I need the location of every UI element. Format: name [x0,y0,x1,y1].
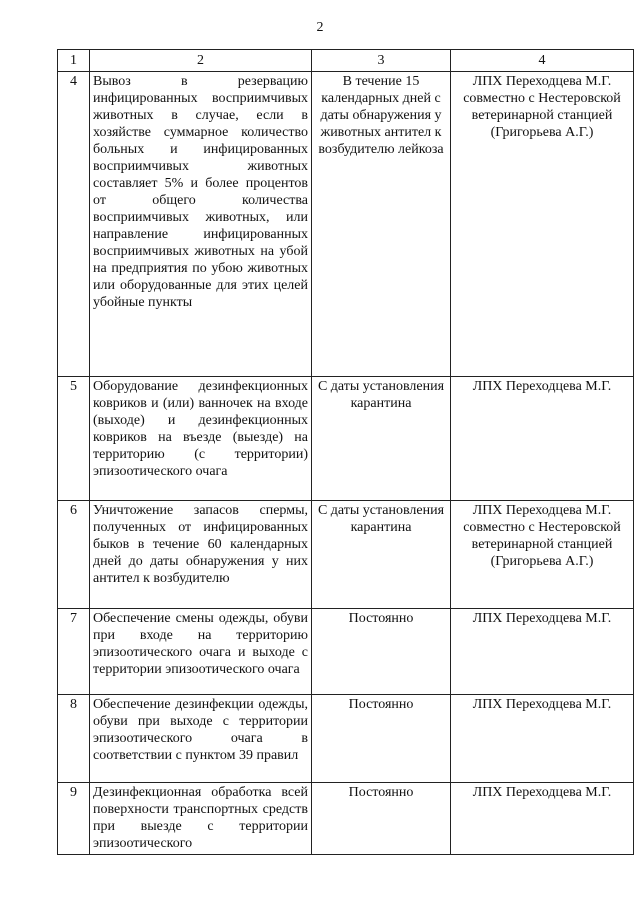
row-term: С даты установления карантина [312,377,451,501]
row-number: 9 [58,783,90,855]
header-cell-4: 4 [451,50,634,72]
table-row [58,609,634,695]
table-row [58,377,634,501]
header-cell-2: 2 [90,50,312,72]
row-term: В течение 15 календарных дней с даты обнаружения у животных антител к возбудителю лейкоза [312,72,451,377]
row-action: Обеспечение смены одежды, обуви при входе на территорию эпизоотического очага и выходе с территории эпизоотического очага [90,609,312,695]
row-responsible: ЛПХ Переходцева М.Г. [451,783,634,855]
header-cell-3: 3 [312,50,451,72]
row-term: Постоянно [312,695,451,783]
row-term: Постоянно [312,783,451,855]
row-responsible: ЛПХ Переходцева М.Г. [451,695,634,783]
table-header-row [58,50,634,72]
row-number: 8 [58,695,90,783]
row-term: С даты установления карантина [312,501,451,609]
row-responsible: ЛПХ Переходцева М.Г. совместно с Нестеровской ветеринарной станцией (Григорьева А.Г.) [451,501,634,609]
table-row [58,501,634,609]
table-row [58,72,634,377]
row-action: Дезинфекционная обработка всей поверхности транспортных средств при выезде с территории эпизоотического [90,783,312,855]
header-cell-1: 1 [58,50,90,72]
table-row [58,783,634,855]
row-action: Вывоз в резервацию инфицированных восприимчивых животных в случае, если в хозяйстве суммарное количество больных и инфицированных восприимчивых животных составляет 5% и более процентов от общего количества восприимчивых животных, или направление инфицированных восприимчивых животных на убой на предприятия по убою животных или оборудованные для этих целей убойные пункты [90,72,312,377]
row-responsible: ЛПХ Переходцева М.Г. [451,609,634,695]
row-number: 5 [58,377,90,501]
row-action: Оборудование дезинфекционных ковриков и (или) ванночек на входе (выходе) и дезинфекционных ковриков на въезде (выезде) на территорию (с территории) эпизоотического очага [90,377,312,501]
measures-table [57,49,634,855]
row-action: Уничтожение запасов спермы, полученных от инфицированных быков в течение 60 календарных дней до даты обнаружения у них антител к возбудителю [90,501,312,609]
row-number: 6 [58,501,90,609]
row-number: 7 [58,609,90,695]
page-number: 2 [316,20,324,35]
table-row [58,695,634,783]
row-responsible: ЛПХ Переходцева М.Г. [451,377,634,501]
row-action: Обеспечение дезинфекции одежды, обуви при выходе с территории эпизоотического очага в соответствии с пунктом 39 правил [90,695,312,783]
row-term: Постоянно [312,609,451,695]
row-responsible: ЛПХ Переходцева М.Г. совместно с Нестеровской ветеринарной станцией (Григорьева А.Г.) [451,72,634,377]
row-number: 4 [58,72,90,377]
